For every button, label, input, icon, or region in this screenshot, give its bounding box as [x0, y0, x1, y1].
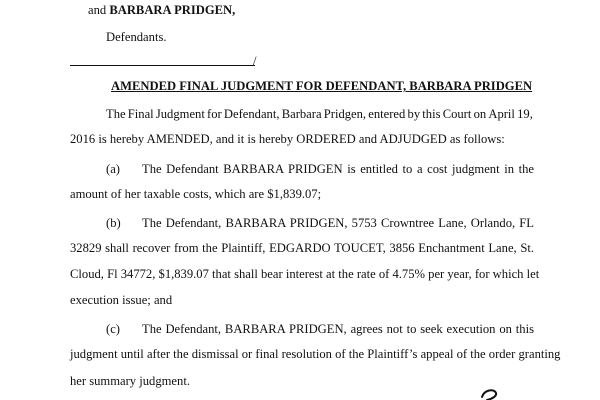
item-b-marker: (b) — [106, 216, 121, 230]
intro-line-1-word: Pridgen, — [323, 107, 367, 121]
item-a-line-1: The Defendant BARBARA PRIDGEN is entitled to a cost judgment in the — [142, 162, 534, 176]
intro-line-1-word: Judgment — [155, 107, 205, 121]
intro-line-2: 2016 is hereby AMENDED, and it is hereby ORDERED and ADJUDGED as follows: — [70, 132, 505, 146]
intro-line-1-word: April — [488, 107, 515, 121]
intro-line-1-word: by — [407, 107, 421, 121]
caption-signature-line — [70, 65, 255, 66]
intro-line-1-word: The — [106, 107, 126, 121]
intro-line-1-word: 19, — [517, 107, 533, 121]
document-title: AMENDED FINAL JUDGMENT FOR DEFENDANT, BARBARA PRIDGEN — [111, 79, 533, 93]
item-c-line-3: her summary judgment. — [70, 374, 190, 388]
item-c-line-1: The Defendant, BARBARA PRIDGEN, agrees not to seek execution on this — [142, 322, 534, 336]
item-b-line-4: execution issue; and — [70, 293, 173, 307]
handwritten-mark-icon — [478, 388, 504, 400]
intro-line-1-word: this — [422, 107, 441, 121]
intro-line-1 — [106, 108, 533, 121]
item-c-marker: (c) — [106, 322, 120, 336]
item-b-line-3: Cloud, Fl 34772, $1,839.07 that shall bear interest at the rate of 4.75% per year, for which let — [70, 267, 540, 281]
caption-party-line — [88, 4, 235, 17]
item-b-line-2: 32829 shall recover from the Plaintiff, EDGARDO TOUCET, 3856 Enchantment Lane, St. — [70, 241, 534, 255]
caption-line-slash: / — [253, 54, 257, 68]
intro-line-1-word: on — [473, 107, 487, 121]
intro-line-1-word: for — [207, 107, 222, 121]
intro-line-1-word: entered — [368, 107, 406, 121]
caption-and: and — [88, 3, 107, 17]
caption-defendants-label: Defendants. — [106, 30, 167, 44]
item-c-line-2: judgment until after the dismissal or final resolution of the Plaintiff’s appeal of the order granting — [70, 347, 561, 361]
item-b-line-1: The Defendant, BARBARA PRIDGEN, 5753 Crowntree Lane, Orlando, FL — [142, 216, 534, 230]
intro-line-1-word: Defendant, — [223, 107, 280, 121]
caption-party-name: BARBARA PRIDGEN, — [109, 3, 236, 17]
item-a-line-2: amount of her taxable costs, which are $1,839.07; — [70, 187, 322, 201]
item-a-marker: (a) — [106, 162, 120, 176]
intro-line-1-word: Barbara — [281, 107, 322, 121]
intro-line-1-word: Court — [442, 107, 472, 121]
intro-line-1-word: Final — [127, 107, 154, 121]
